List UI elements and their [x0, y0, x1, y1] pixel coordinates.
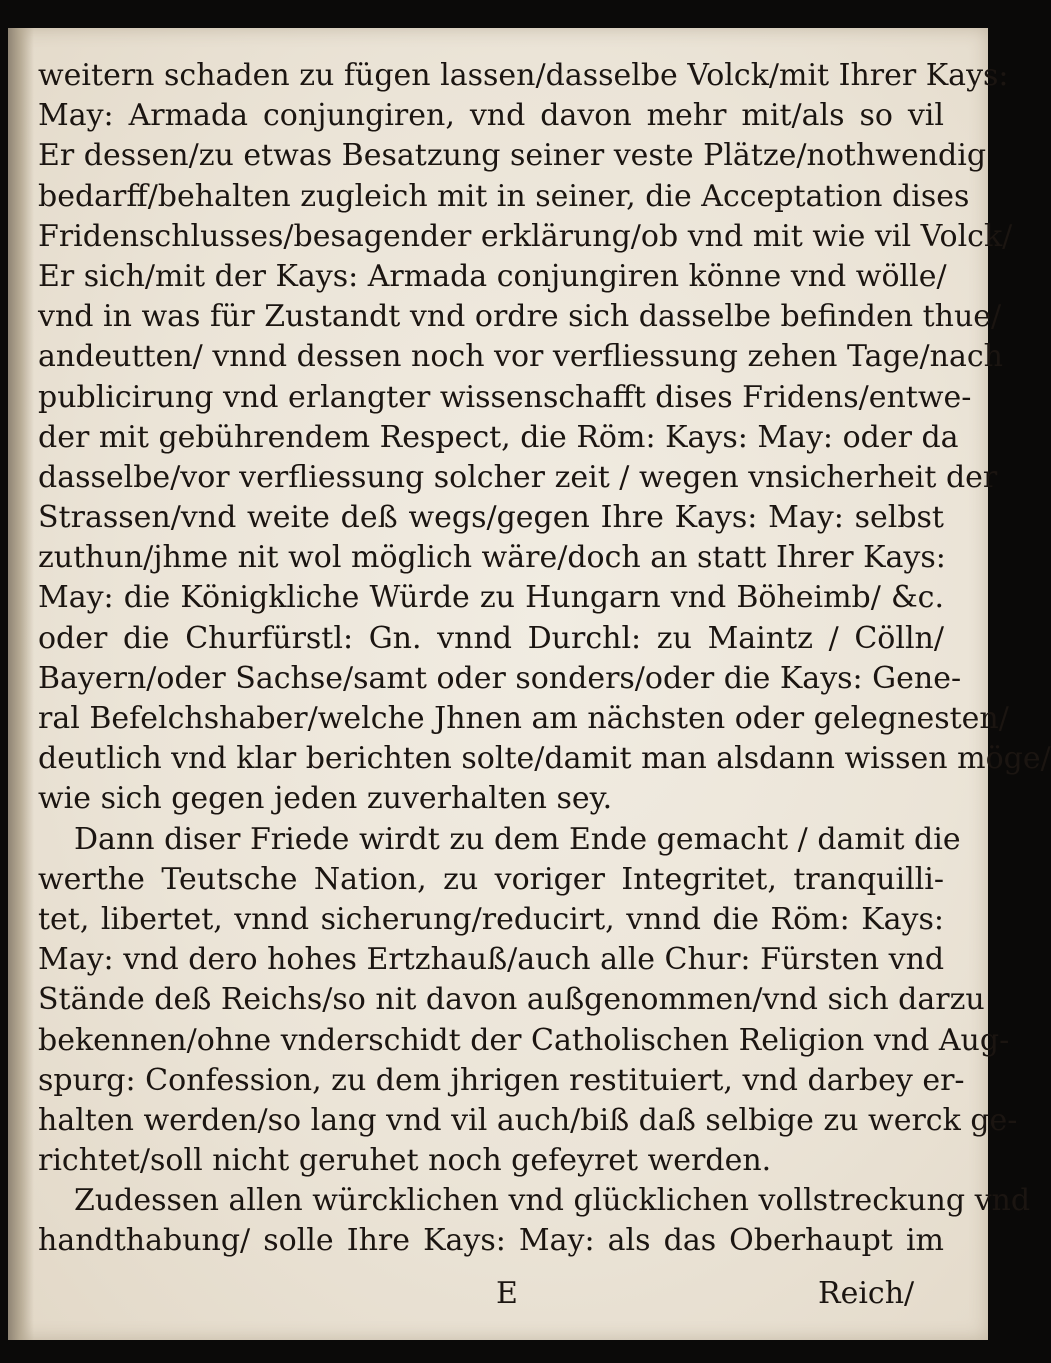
- text-line-16: Bayern/oder Sachse/samt oder sonders/oder die Kays: Gene-: [38, 660, 962, 696]
- text-line-28: richtet/soll nicht geruhet noch gefeyret werden.: [38, 1143, 772, 1179]
- page-footer: [8, 1276, 988, 1320]
- body-text: [38, 56, 1051, 1262]
- text-line-18: deutlich vnd klar berichten solte/damit man alsdann wissen möge/: [38, 741, 1051, 777]
- text-line-11: dasselbe/vor verfliessung solcher zeit / wegen vnsicherheit der: [38, 459, 998, 495]
- text-line-29: Zudessen allen würcklichen vnd glücklichen vollstreckung vnd: [74, 1183, 1031, 1219]
- text-line-15: oder die Churfürstl: Gn. vnnd Durchl: zu Maintz / Cölln/: [38, 620, 944, 656]
- text-line-8: andeutten/ vnnd dessen noch vor verfliessung zehen Tage/nach: [38, 339, 1003, 375]
- text-line-27: halten werden/so lang vnd vil auch/biß daß selbige zu werck ge-: [38, 1102, 1018, 1138]
- text-line-20: Dann diser Friede wirdt zu dem Ende gemacht / damit die: [74, 821, 961, 857]
- text-line-23: May: vnd dero hohes Ertzhauß/auch alle Chur: Fürsten vnd: [38, 942, 945, 978]
- text-line-1: weitern schaden zu fügen lassen/dasselbe Volck/mit Ihrer Kays:: [38, 58, 1009, 93]
- text-line-3: Er dessen/zu etwas Besatzung seiner veste Plätze/nothwendig: [38, 138, 987, 174]
- text-line-21: werthe Teutsche Nation, zu voriger Integritet, tranquilli-: [38, 861, 944, 897]
- text-line-25: bekennen/ohne vnderschidt der Catholischen Religion vnd Aug-: [38, 1022, 1010, 1058]
- text-line-24: Stände deß Reichs/so nit davon außgenommen/vnd sich darzu: [38, 982, 985, 1018]
- text-line-13: zuthun/jhme nit wol möglich wäre/doch an statt Ihrer Kays:: [38, 540, 946, 576]
- text-line-2: May: Armada conjungiren, vnd davon mehr mit/als so vil: [38, 98, 944, 134]
- text-line-6: Er sich/mit der Kays: Armada conjungiren könne vnd wölle/: [38, 258, 947, 294]
- text-line-19: wie sich gegen jeden zuverhalten sey.: [38, 781, 613, 817]
- text-line-17: ral Befelchshaber/welche Jhnen am nächsten oder gelegnesten/: [38, 701, 1009, 736]
- book-page: [8, 28, 1051, 1340]
- page-gutter-shadow: [8, 28, 34, 1340]
- text-line-7: vnd in was für Zustandt vnd ordre sich dasselbe befinden thue/: [38, 299, 1002, 335]
- catchword: Reich/: [818, 1276, 915, 1311]
- signature-mark: E: [496, 1276, 518, 1311]
- text-line-10: der mit gebührendem Respect, die Röm: Kays: May: oder da: [38, 419, 959, 455]
- text-line-5: Fridenschlusses/besagender erklärung/ob vnd mit wie vil Volck/: [38, 218, 1013, 254]
- text-line-26: spurg: Confession, zu dem jhrigen restituiert, vnd darbey er-: [38, 1062, 965, 1098]
- text-line-22: tet, libertet, vnnd sicherung/reducirt, vnnd die Röm: Kays:: [38, 901, 944, 937]
- text-line-30: handthabung/ solle Ihre Kays: May: als das Oberhaupt im: [38, 1223, 944, 1259]
- text-line-9: publicirung vnd erlangter wissenschafft dises Fridens/entwe-: [38, 379, 972, 415]
- text-line-14: May: die Königkliche Würde zu Hungarn vnd Böheimb/ &c.: [38, 580, 944, 616]
- text-line-12: Strassen/vnd weite deß wegs/gegen Ihre Kays: May: selbst: [38, 500, 944, 536]
- text-line-4: bedarff/behalten zugleich mit in seiner, die Acceptation dises: [38, 178, 970, 214]
